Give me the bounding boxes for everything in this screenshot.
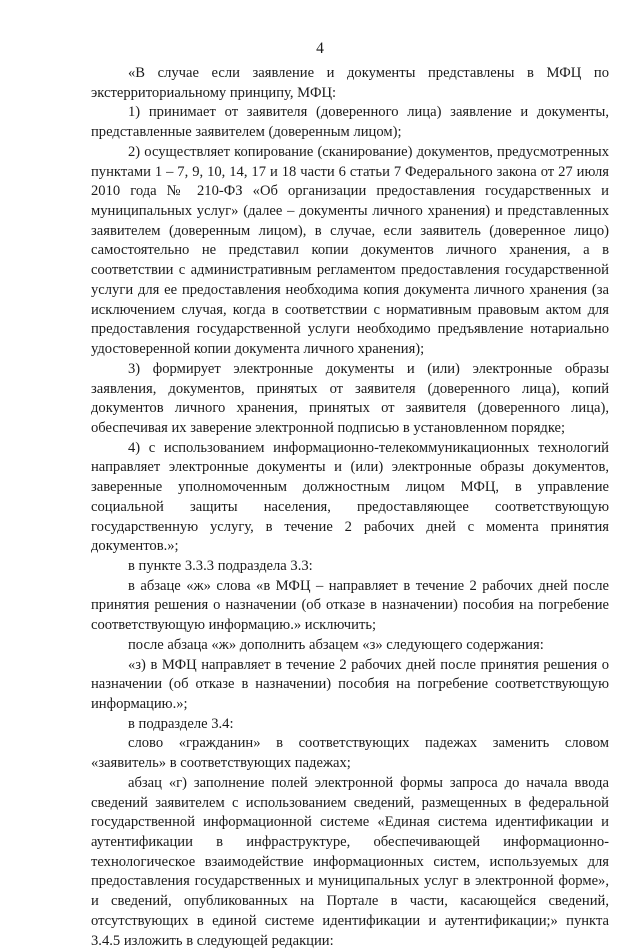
paragraph: в абзаце «ж» слова «в МФЦ – направляет в течение 2 рабочих дней после принятия решения о назначении (об отказе в назначении) пособия на погребение соответствующую информацию.» исключить;: [91, 577, 609, 634]
paragraph: 1) принимает от заявителя (доверенного лица) заявление и документы, представленные заявителем (доверенным лицом);: [91, 104, 609, 141]
paragraph: в пункте 3.3.3 подраздела 3.3:: [128, 557, 313, 574]
paragraph: 3) формирует электронные документы и (или) электронные образы заявления, документов, принятых от заявителя (доверенного лица), копий документов личного хранения, принятых от заявителя (доверенного лица), обеспечивая их заверение электронной подписью в установленном порядке;: [91, 360, 609, 436]
paragraph: после абзаца «ж» дополнить абзацем «з» следующего содержания:: [128, 636, 544, 653]
paragraph: абзац «г) заполнение полей электронной формы запроса до начала ввода сведений заявителем с использованием сведений, размещенных в федеральной государственной информационной системе «Единая система идентификации и аутентификации в инфраструктуре, обеспечивающей информационно-технологическое взаимодействие информационных систем, используемых для предоставления государственных и муниципальных услуг в электронной форме», и сведений, опубликованных на Портале в части, касающейся сведений, отсутствующих в единой системе идентификации и аутентификации;» пункта 3.4.5 изложить в следующей редакции:: [91, 774, 609, 949]
paragraph: 2) осуществляет копирование (сканирование) документов, предусмотренных пунктами 1 – 7, 9, 10, 14, 17 и 18 части 6 статьи 7 Федерального закона от 27 июля 2010 года № 210-ФЗ «Об организации предоставления государственных и муниципальных услуг» (далее – документы личного хранения) и представленных заявителем (доверенным лицом), в случае, если заявитель (доверенное лицо) самостоятельно не представил копии документов личного хранения, а в соответствии с административным регламентом предоставления государственной услуги для ее предоставления необходима копия документа личного хранения (за исключением случая, когда в соответствии с нормативным правовым актом для предоставления государственной услуги необходимо предъявление нотариально удостоверенной копии документа личного хранения);: [91, 143, 609, 358]
paragraph: слово «гражданин» в соответствующих падежах заменить словом «заявитель» в соответствующих падежах;: [91, 735, 609, 772]
paragraph: «В случае если заявление и документы представлены в МФЦ по экстерриториальному принципу, МФЦ:: [91, 65, 609, 101]
paragraph: «з) в МФЦ направляет в течение 2 рабочих дней после принятия решения о назначении (об отказе в назначении) пособия на погребение соответствующую информацию.»;: [91, 656, 609, 712]
document-body: [91, 64, 609, 951]
paragraph: в подразделе 3.4:: [128, 715, 234, 732]
paragraph: 4) с использованием информационно-телекоммуникационных технологий направляет электронные документы и (или) электронные образы документов, заверенные уполномоченным должностным лицом МФЦ, в управление социальной защиты населения, предоставляющее соответствующую государственную услугу, в течение 2 рабочих дней с момента принятия документов.»;: [91, 439, 609, 555]
page-number: 4: [316, 40, 324, 57]
